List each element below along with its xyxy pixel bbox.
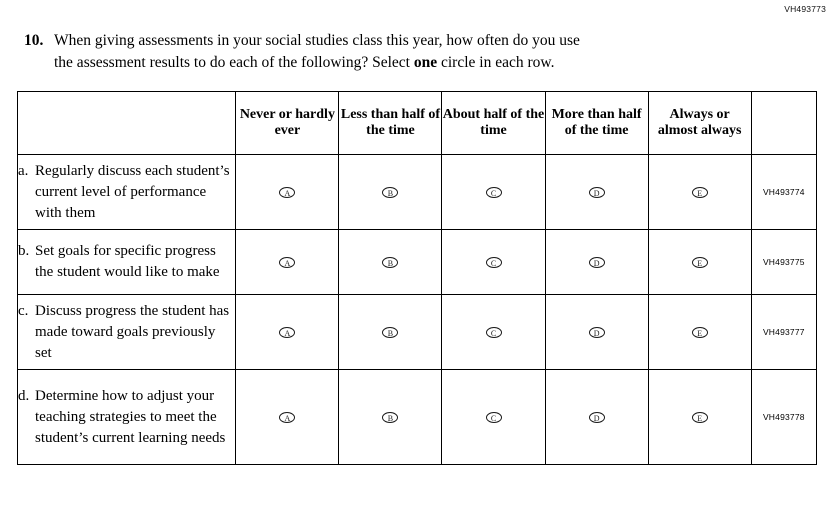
row-text-b: Set goals for specific progress the student would like to make [35,243,220,280]
bubble-label-a: A [279,327,295,338]
radio-c-more-than-half-of-the-time[interactable] [545,295,648,370]
radio-a-about-half-of-the-time[interactable] [442,155,545,230]
bubble-label-a: A [279,412,295,423]
response-matrix-table [17,91,817,465]
row-item-id-c: VH493777 [751,295,816,370]
radio-b-less-than-half-of-the-time[interactable] [339,230,442,295]
header-item-id-cell [751,92,816,155]
row-letter-b: b. [18,243,30,259]
radio-b-never-or-hardly-ever[interactable] [236,230,339,295]
radio-c-less-than-half-of-the-time[interactable] [339,295,442,370]
radio-d-less-than-half-of-the-time[interactable] [339,370,442,465]
table-row [18,370,817,465]
bubble-label-d: D [589,327,605,338]
bubble-label-d: D [589,412,605,423]
question-line-2-part-2: circle in each row. [437,54,555,71]
row-letter-c: c. [18,302,29,319]
column-header-about-half-of-the-time: About half of the time [442,92,545,155]
question-line-1: When giving assessments in your social studies class this year, how often do you use [54,32,580,49]
row-stem-c [18,295,236,370]
row-stem-b [18,230,236,295]
header-blank-cell [18,92,236,155]
bubble-label-a: A [279,257,295,268]
radio-c-never-or-hardly-ever[interactable] [236,295,339,370]
radio-a-more-than-half-of-the-time[interactable] [545,155,648,230]
bubble-label-a: A [279,187,295,198]
bubble-label-e: E [692,327,708,338]
table-header-row [18,92,817,155]
bubble-label-e: E [692,187,708,198]
question-prompt [24,30,784,74]
column-header-always-or-almost-always: Always or almost always [648,92,751,155]
table-row [18,295,817,370]
row-item-id-d: VH493778 [751,370,816,465]
row-letter-a: a. [18,162,29,179]
row-text-c: Discuss progress the student has made toward goals previously set [35,302,230,361]
radio-c-always-or-almost-always[interactable] [648,295,751,370]
row-item-id-a: VH493774 [751,155,816,230]
row-text-a: Regularly discuss each student’s current level of performance with them [35,162,230,221]
bubble-label-d: D [589,187,605,198]
question-number: 10. [24,32,44,49]
radio-a-never-or-hardly-ever[interactable] [236,155,339,230]
row-stem-a [18,155,236,230]
radio-b-more-than-half-of-the-time[interactable] [545,230,648,295]
radio-d-more-than-half-of-the-time[interactable] [545,370,648,465]
bubble-label-b: B [382,257,398,268]
row-item-id-b: VH493775 [751,230,816,295]
row-text-d: Determine how to adjust your teaching strategies to meet the student’s current learning needs [35,387,226,446]
question-text [54,30,580,74]
radio-b-about-half-of-the-time[interactable] [442,230,545,295]
bubble-label-b: B [382,412,398,423]
row-stem-d [18,370,236,465]
bubble-label-c: C [486,412,502,423]
table-row [18,230,817,295]
bubble-label-c: C [486,187,502,198]
question-line-2-part-1: the assessment results to do each of the following? Select [54,54,414,71]
bubble-label-c: C [486,327,502,338]
radio-a-always-or-almost-always[interactable] [648,155,751,230]
radio-d-never-or-hardly-ever[interactable] [236,370,339,465]
bubble-label-d: D [589,257,605,268]
bubble-label-c: C [486,257,502,268]
column-header-never-or-hardly-ever: Never or hardly ever [236,92,339,155]
bubble-label-e: E [692,257,708,268]
table-row [18,155,817,230]
question-emphasis: one [413,54,438,71]
page-item-id: VH493773 [784,4,826,14]
question-line-2 [54,52,580,74]
radio-b-always-or-almost-always[interactable] [648,230,751,295]
bubble-label-b: B [382,187,398,198]
radio-d-about-half-of-the-time[interactable] [442,370,545,465]
column-header-more-than-half-of-the-time: More than half of the time [545,92,648,155]
radio-c-about-half-of-the-time[interactable] [442,295,545,370]
row-letter-d: d. [18,387,30,404]
bubble-label-b: B [382,327,398,338]
radio-d-always-or-almost-always[interactable] [648,370,751,465]
bubble-label-e: E [692,412,708,423]
radio-a-less-than-half-of-the-time[interactable] [339,155,442,230]
column-header-less-than-half-of-the-time: Less than half of the time [339,92,442,155]
